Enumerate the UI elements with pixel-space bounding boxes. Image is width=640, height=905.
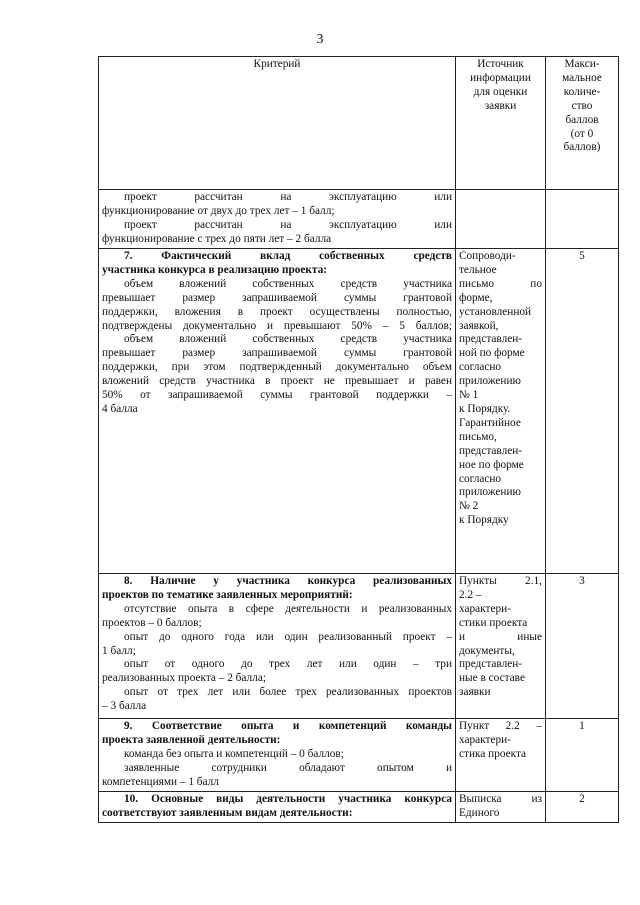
table-row [99, 249, 619, 574]
criterion-cell: 8. Наличие у участника конкурса реализованных проектов по тематике заявленных мероприятий: отсутствие опыта в сфере деятельности и реализованных проектов – 0 баллов; опыт до одного года или один реализованный проект – 1 балл; опыт от одного до трех лет или один – три реализованных проекта – 2 балла; опыт от трех лет или более трех реализованных проектов – 3 балла [99, 574, 456, 719]
source-cell: Пункт 2.2 – характери- стика проекта [456, 719, 546, 792]
criteria-table [98, 56, 619, 823]
source-cell: Пункты 2.1, 2.2 – характери- стики проекта и иные документы, представлен- ные в составе заявки [456, 574, 546, 719]
table-row [99, 792, 619, 823]
criterion-cell: 7. Фактический вклад собственных средств участника конкурса в реализацию проекта: объем вложений собственных средств участника превышает размер запрашиваемой суммы грантовой поддержки, вложения в проект осуществлены полностью, подтверждены документально и превышают 50% – 5 баллов; объем вложений собственных средств участника превышает размер запрашиваемой суммы грантовой поддержки, при этом подтвержденный документально объем вложений средств участника в проект не превышает и равен 50% от запрашиваемой суммы грантовой поддержки – 4 балла [99, 249, 456, 574]
score-cell: 5 [546, 249, 619, 574]
score-cell [546, 190, 619, 249]
source-cell: Выписка из Единого [456, 792, 546, 823]
table-row [99, 574, 619, 719]
score-cell: 3 [546, 574, 619, 719]
table-header-row [99, 57, 619, 190]
table-row [99, 190, 619, 249]
header-max-score: Макси- мальное количе- ство баллов (от 0 баллов) [546, 57, 619, 190]
page-number: 3 [316, 32, 324, 47]
table-row [99, 719, 619, 792]
source-cell: Сопроводи- тельное письмо по форме, установленной заявкой, представлен- ной по форме согласно приложению № 1 к Порядку. Гарантийное письмо, представлен- ное по форме согласно приложению № 2 к Порядку [456, 249, 546, 574]
header-criterion: Критерий [99, 57, 456, 190]
score-cell: 1 [546, 719, 619, 792]
criterion-cell: проект рассчитан на эксплуатацию или функционирование от двух до трех лет – 1 балл; проект рассчитан на эксплуатацию или функционирование с трех до пяти лет – 2 балла [99, 190, 456, 249]
source-cell [456, 190, 546, 249]
header-source: Источник информации для оценки заявки [456, 57, 546, 190]
score-cell: 2 [546, 792, 619, 823]
criterion-cell: 10. Основные виды деятельности участника конкурса соответствуют заявленным видам деятельности: [99, 792, 456, 823]
criterion-cell: 9. Соответствие опыта и компетенций команды проекта заявленной деятельности: команда без опыта и компетенций – 0 баллов; заявленные сотрудники обладают опытом и компетенциями – 1 балл [99, 719, 456, 792]
